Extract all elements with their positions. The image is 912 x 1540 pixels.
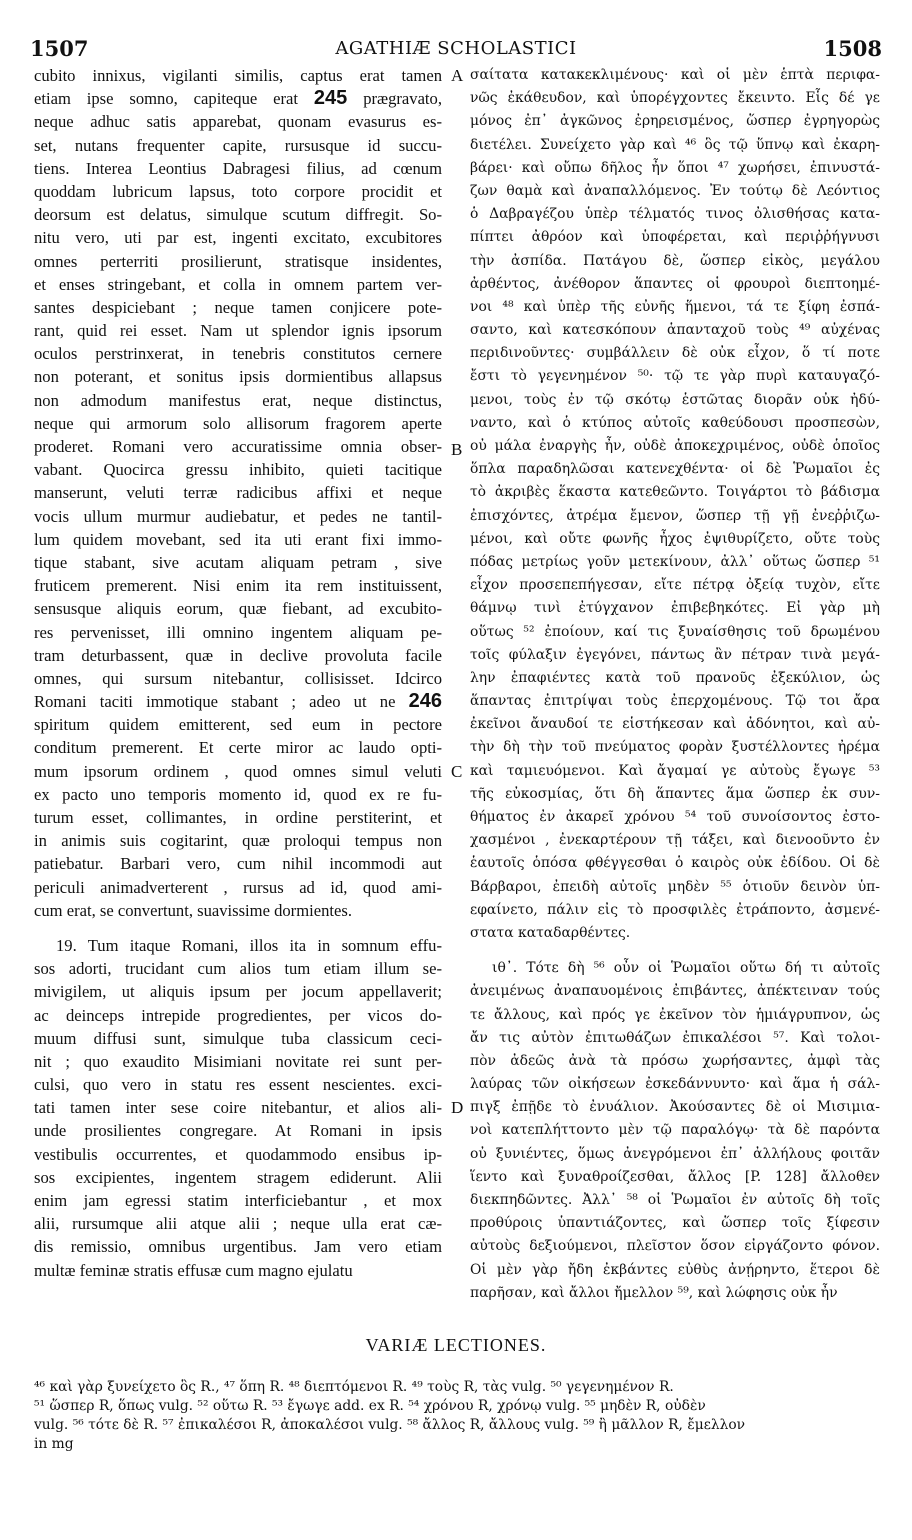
latin-line: sos adorti, trucidant cum alios tum etiam illum se- xyxy=(34,959,442,979)
latin-line xyxy=(34,87,442,110)
greek-line: νῶς ἐκάθευδον, καὶ ὑπορέγχοντες ἔκειντο. Εἷς δέ γε xyxy=(470,90,880,107)
latin-line xyxy=(34,157,442,180)
greek-line: βάρει· καὶ οὔπω δῆλος ἦν ὅποι ⁴⁷ χωρήσει, ἐπινυστά- xyxy=(470,159,880,176)
latin-line xyxy=(34,574,442,597)
latin-text: periculi animadverterent , rursus ad id, quod ami- xyxy=(34,877,442,897)
latin-text: prægravato, xyxy=(347,89,442,109)
greek-line: οὕτως ⁵² ἐποίουν, καί τις ξυναίσθησις τοῦ δρωμένου xyxy=(470,623,880,640)
greek-line: ἔστι τὸ γεγενημένον ⁵⁰· τῷ τε γὰρ πυρὶ καταυγαζό- xyxy=(470,368,880,385)
latin-line xyxy=(34,899,442,922)
greek-line: πὸν ἀδεῶς ἀνὰ τὰ πρόσω χωρήσαντες, ἀμφὶ τὰς xyxy=(470,1052,880,1069)
greek-line: χασμένοι , ἐνεκαρτέρουν τῇ τάξει, καὶ διενοοῦντο ἐν xyxy=(470,832,880,849)
latin-text: vabant. Quocirca gressu inhibito, quieti tacitique xyxy=(34,460,442,480)
latin-line xyxy=(34,226,442,249)
greek-line: διεκπηδῶντες. Ἀλλ᾽ ⁵⁸ οἱ Ῥωμαῖοι ἐν αὐτοῖς δὴ τοῖς xyxy=(470,1192,880,1208)
latin-line xyxy=(34,597,442,620)
greek-line: νοὶ κατεπλήττοντο μὲν τῷ παραλόγῳ· τὰ δὲ παρόντα xyxy=(470,1122,880,1139)
latin-text: patiebatur. Barbari vero, cum nihil incommodi aut xyxy=(34,854,442,874)
latin-line xyxy=(34,667,442,690)
latin-line xyxy=(34,412,442,435)
latin-text: in animis suis cogitarint, quæ proloqui tempus non xyxy=(34,831,442,851)
latin-line xyxy=(34,551,442,574)
greek-line: τε ἄλλους, καὶ πρός γε ἐκεῖνον τὸν ἡμιάγρυπνον, ὡς xyxy=(470,1006,880,1023)
latin-text: etiam ipse somno, capiteque erat xyxy=(34,89,314,109)
greek-line: σαντο, καὶ κατεσκόπουν ἁπανταχοῦ τοὺς ⁴⁹ αὐχένας xyxy=(470,322,880,339)
latin-line xyxy=(34,250,442,273)
latin-line xyxy=(34,435,442,458)
latin-line: 19. Tum itaque Romani, illos ita in somnum effu- xyxy=(56,935,442,955)
latin-text: omnes, qui sursum nitebantur, collisisset. Idcirco xyxy=(34,668,442,688)
greek-line: Βάρβαροι, ἐπειδὴ αὐτοῖς μηδὲν ⁵⁵ ὁτιοῦν δεινὸν ὑπ- xyxy=(470,878,880,895)
latin-text: lum quidem movebant, sed ita uti erant fixi immo- xyxy=(34,529,442,549)
latin-line xyxy=(34,64,442,87)
latin-line xyxy=(34,319,442,342)
greek-line: οὐ ξυνιέντες, ὅμως ἀνεγρόμενοι ἐπ᾽ ἀλλήλους φοιτᾶν xyxy=(470,1145,880,1162)
greek-line: μόνος ἐπ᾽ ἀγκῶνος ἐρηρεισμένος, ὥσπερ ἐγρηγορὼς xyxy=(470,113,880,130)
latin-line: mivigilem, ut aliquis ipsum per jocum appellaverit; xyxy=(34,982,442,1002)
variae-lectiones-title: VARIÆ LECTIONES. xyxy=(365,1335,547,1355)
latin-line: tati tamen inter sese coire nitebantur, et alios ali- xyxy=(34,1098,442,1118)
greek-line: ἀρθέντος, ἀνέθορον ἅπαντες οἱ φρουροὶ διεπτοημέ- xyxy=(470,275,880,292)
latin-line: culsi, quo vero in statu res essent nescientes. exci- xyxy=(34,1075,442,1095)
running-title: AGATHIÆ SCHOLASTICI xyxy=(335,38,577,59)
section-marker-a: A xyxy=(451,66,464,85)
latin-text: set, nutans frequenter capite, rursusque id succu- xyxy=(34,135,442,155)
variae-lectiones-notes xyxy=(34,1378,880,1454)
greek-column xyxy=(470,64,880,1305)
greek-line: πίπτει ἀθρόον καὶ ὑποφέρεται, καὶ περιῤῥήγνυσι xyxy=(470,229,880,246)
latin-line xyxy=(34,644,442,667)
greek-line: θάμνῳ τινὶ ἐτύγχανον ἐπιβεβηκότες. Εἰ γὰρ μὴ xyxy=(470,600,880,617)
latin-text: cum erat, se convertunt, suavissime dormientes. xyxy=(34,900,352,920)
paragraph-gap xyxy=(34,922,442,934)
greek-line: τοῖς φύλαξιν ἐγεγόνει, πάντως ἂν πέτραν τινὰ μεγά- xyxy=(470,646,880,663)
latin-line: vestibulis occurrentes, et quodammodo ensibus ip- xyxy=(34,1144,442,1164)
page-header xyxy=(30,36,882,66)
variant-reading-line: vulg. ⁵⁶ τότε δὲ R. ⁵⁷ ἐπικαλέσοι R, ἀποκαλέσοι vulg. ⁵⁸ ἄλλος R, ἄλλους vulg. ⁵⁹ ἢ μᾶλλον R, ἔμελλον xyxy=(34,1417,746,1433)
greek-line: ἅπαντας ἐπιτρίψαι τοὺς ἐπερχομένους. Τῷ τοι ἄρα xyxy=(470,693,880,710)
latin-line: unde prosilientes congregare. At Romani in ipsis xyxy=(34,1121,442,1141)
greek-line: ἄν τις αὐτὸν ἐπιτωθάζων ἐπικαλέσοι ⁵⁷. Καὶ τολοι- xyxy=(470,1029,880,1046)
greek-line: παρῆσαν, καὶ ἄλλοι ἤμελλον ⁵⁹, καὶ λώφησις οὐκ ἦν xyxy=(470,1284,838,1301)
latin-line xyxy=(34,203,442,226)
latin-line xyxy=(34,806,442,829)
greek-line: Οἱ μὲν γὰρ ἤδη ἐκβάντες εὐθὺς ἀνῄρηντο, ἕτεροι δὲ xyxy=(470,1261,880,1278)
paragraph-gap xyxy=(470,945,880,957)
latin-text: Romani taciti immotique stabant ; adeo ut ne xyxy=(34,692,409,712)
greek-line: ιθ᾽. Τότε δὴ ⁵⁶ οὖν οἱ Ῥωμαῖοι οὕτω δή τι αὐτοῖς xyxy=(492,960,880,977)
latin-text: fruticem premerent. Nisi enim ita rem instituissent, xyxy=(34,576,442,596)
latin-text: ex pacto uno temporis momento id, quod ex re fu- xyxy=(34,784,442,804)
greek-line: ὁ Δαβραγέζου ὑπὲρ τέλματός τινος ὀλισθήσας κατα- xyxy=(470,206,880,223)
latin-line xyxy=(34,736,442,759)
greek-line: σαίτατα κατακεκλιμένους· καὶ οἱ μὲν ἑπτὰ περιφα- xyxy=(470,67,880,83)
greek-line: ἐκεῖνοι ἄναυδοί τε εἱστήκεσαν καὶ ἀδόνητοι, καὶ αὐ- xyxy=(470,716,880,733)
greek-line: εφαίνετο, πάλιν εἰς τὸ προσφιλὲς ἐτράποντο, ἀσμενέ- xyxy=(470,901,880,918)
latin-line: nit ; quo exaudito Misimiani novitate rei sunt per- xyxy=(34,1051,442,1071)
latin-line: multæ feminæ stratis effusæ cum magno ejulatu xyxy=(34,1260,353,1280)
latin-text: neque adhuc satis apparebat, quonam evasurus es- xyxy=(34,112,442,132)
latin-line: ac deinceps intrepide progredientes, per vicos do- xyxy=(34,1005,442,1025)
latin-text: rant, quid rei esset. Nam ut splendor ignis ipsorum xyxy=(34,321,442,341)
latin-text: proderet. Romani vero accuratissime omnia obser- xyxy=(34,437,442,456)
latin-line xyxy=(34,876,442,899)
edition-page-number: 245 xyxy=(313,87,348,110)
latin-line xyxy=(34,296,442,319)
latin-line xyxy=(34,389,442,412)
greek-line: ἵεντο καὶ ξυναθροίζεσθαι, ἄλλος [P. 128] ἄλλοθεν xyxy=(470,1168,880,1185)
greek-line: εἶχον προσεπεπήγεσαν, εἴτε πέτρᾳ ὀξείᾳ τυχὸν, εἴτε xyxy=(470,577,880,594)
latin-text: tiens. Interea Leontius Dabragesi filius, ad cœnum xyxy=(34,158,442,178)
latin-text: manserunt, veluti terræ radicibus affixi et neque xyxy=(34,483,442,503)
greek-line: νοι ⁴⁸ καὶ ὑπὲρ τῆς εὐνῆς ἥμενοι, τά τε ξίφη ἐσπά- xyxy=(470,298,880,315)
greek-line: ζων θαμὰ καὶ ἀναπαλλόμενος. Ἐν τούτῳ δὲ Λεόντιος xyxy=(470,182,880,199)
latin-line xyxy=(34,458,442,481)
latin-text: turum esset, collimantes, in ordine perstiterint, et xyxy=(34,808,442,827)
latin-line xyxy=(34,528,442,551)
greek-line: ἑαυτοῖς ὁπόσα φθέγγεσθαι ὁ καιρὸς οὐκ ἐδίδου. Οἱ δὲ xyxy=(470,855,880,872)
section-marker-c: C xyxy=(451,762,463,781)
latin-text: tique stabant, sive acutam aliquam petram , sive xyxy=(34,552,442,572)
greek-line: λαύρας τῶν οἰκήσεων ἐσκεδάννυντο· καὶ ἅμα ἡ σάλ- xyxy=(470,1076,880,1093)
variant-reading-line: ⁵¹ ὥσπερ R, ὅπως vulg. ⁵² οὕτω R. ⁵³ ἔγωγε add. ex R. ⁵⁴ χρόνου R, χρόνῳ vulg. ⁵⁵ μηδὲν R, οὐδὲν xyxy=(34,1398,706,1414)
latin-line: muum diffusi sunt, simulque tuba classicum ceci- xyxy=(34,1028,442,1048)
greek-line: πιγξ ἐπῇδε τὸ ἐνυάλιον. Ἀκούσαντες δὲ οἱ Μισιμια- xyxy=(470,1099,880,1116)
latin-line: dis remissio, omnibus urgentibus. Jam vero etiam xyxy=(34,1237,442,1257)
greek-line: ναντο, καὶ ὁ κτύπος αὐτοῖς καθεύδουσι προσπεσὼν, xyxy=(470,414,880,431)
latin-text: neque qui armorum solo allisorum fragorem aperte xyxy=(34,413,442,433)
greek-line: τὸ ἀκριβὲς ἕκαστα κατεθεῶντο. Τοιγάρτοι τὸ βάδισμα xyxy=(470,484,880,501)
latin-line xyxy=(34,342,442,365)
variant-reading-line: ⁴⁶ καὶ γὰρ ξυνείχετο ὃς R., ⁴⁷ ὅπη R. ⁴⁸ διεπτόμενοι R. ⁴⁹ τοὺς R, τὰς vulg. ⁵⁰ γεγενημένον R. xyxy=(34,1379,674,1395)
greek-line: αὐτοὺς δεξιούμενοι, πλεῖστον ὅσον εἰργάζοντο φόνον. xyxy=(470,1238,880,1255)
latin-line xyxy=(34,713,442,736)
greek-line: ἀνειμένως ἀναπαυομένοις ἐπιβάντες, ἀπέκτειναν τούς xyxy=(470,983,880,1000)
variant-reading-line: in mg xyxy=(34,1436,74,1452)
greek-line: θήματος ἐν ἀκαρεῖ χρόνου ⁵⁴ τοῦ συνοίσοντος ἐστο- xyxy=(470,809,880,825)
latin-text: non poterant, et sonitus ipsis dormientibus allapsus xyxy=(34,367,442,387)
latin-text: res pervenisset, illi omnino ingentem aliquam pe- xyxy=(34,622,442,642)
latin-line xyxy=(34,852,442,875)
greek-line: μενοι, τοὺς ἐν τῷ σκότῳ ἑστῶτας διορᾶν οὐκ ἠδύ- xyxy=(470,391,880,408)
greek-line: τὴν ἀσπίδα. Πατάγου δὲ, ὥσπερ εἰκὸς, μεγάλου xyxy=(470,252,880,269)
latin-text: conditum premerent. Et certe miror ac laudo opti- xyxy=(34,738,442,758)
latin-text: et enses stringebant, et colla in omnem partem ver- xyxy=(34,274,442,294)
greek-line: πόδας μετρίως γοῦν μετεκίνουν, ἀλλ᾽ οὕτως ὥσπερ ⁵¹ xyxy=(470,553,880,570)
latin-text: quoddam lubricum lapsus, toto corpore procidit et xyxy=(34,181,442,201)
latin-line xyxy=(34,760,442,783)
latin-text: santes despiciebant ; neque tamen conjicere pote- xyxy=(34,297,442,317)
latin-text: nitu vero, uti par est, ingenti excitato, excubitores xyxy=(34,228,442,248)
greek-line: οὐ μάλα ἐναργὴς ἦν, οὐδὲ ἀποκεχριμένος, οὐδὲ ὁποῖος xyxy=(470,438,880,454)
left-page-number: 1507 xyxy=(30,36,89,61)
latin-line xyxy=(34,829,442,852)
latin-text: oculos perstrinxerat, in tenebris constitutos cernere xyxy=(34,344,442,364)
right-page-number: 1508 xyxy=(823,36,882,61)
latin-line xyxy=(34,134,442,157)
greek-line: στατα καταδαρθέντες. xyxy=(470,924,631,941)
latin-text: mum ipsorum ordinem , quod omnes simul veluti xyxy=(34,761,442,781)
latin-line: alii, rursumque alii atque alii ; neque ulla erat cæ- xyxy=(34,1214,442,1234)
greek-line: μένοι, καὶ οὔτε φωνῆς ἦχος ἐψιθυρίζετο, οὔτε τοὺς xyxy=(470,530,880,547)
latin-line xyxy=(34,273,442,296)
latin-line xyxy=(34,505,442,528)
greek-line: περιδινοῦντες· συμβάλλειν δὲ οὐκ εἶχον, ὅ τί ποτε xyxy=(470,345,880,362)
latin-text: tram deturbassent, quæ in declive provoluta facile xyxy=(34,645,442,665)
latin-line xyxy=(34,180,442,203)
latin-line: enim jam egressi statim interficiebantur , et mox xyxy=(34,1191,442,1210)
section-marker-b: B xyxy=(451,440,463,459)
latin-line xyxy=(34,783,442,806)
latin-line xyxy=(34,690,442,713)
greek-line: λην ἐπαφιέντες κατὰ τοῦ πρανοῦς ἐξεκύλιον, ὡς xyxy=(470,669,880,686)
greek-line: τῆς εὐκοσμίας, ὅτι δὴ ἅπαντες ἅμα ὥσπερ ἐκ συν- xyxy=(470,785,880,802)
greek-line: ἐπισχόντες, ἀτρέμα ἔμενον, ὥσπερ τῇ γῇ ἐνεῤῥιζω- xyxy=(470,507,880,524)
greek-line: καὶ ταμιευόμενοι. Καὶ ἄγαμαί γε αὐτοὺς ἔγωγε ⁵³ xyxy=(470,762,880,779)
greek-line: προθύροις ὑπαντιάζοντες, καὶ ὥσπερ τοῖς ξίφεσιν xyxy=(470,1215,880,1232)
latin-line xyxy=(34,481,442,504)
latin-text: deorsum est delatus, simulque scutum diffregit. So- xyxy=(34,205,442,225)
latin-line xyxy=(34,621,442,644)
greek-line: τὴν δὴ τὴν τοῦ πνεύματος φορὰν ξυστέλλοντες ἠρέμα xyxy=(470,739,880,756)
latin-line: sos excipientes, ingentem stragem ediderunt. Alii xyxy=(34,1167,442,1187)
latin-line xyxy=(34,110,442,133)
latin-text: cubito innixus, vigilanti similis, captus erat tamen xyxy=(34,66,442,85)
latin-line xyxy=(34,365,442,388)
greek-line: διετέλει. Συνείχετο γὰρ καὶ ⁴⁶ ὃς τῷ ὕπνῳ καὶ ἐκαρη- xyxy=(470,136,880,153)
edition-page-number: 246 xyxy=(408,690,442,713)
latin-text: vocis ullum murmur audiebatur, et pedes ne tantil- xyxy=(34,506,442,526)
latin-text: omnes perterriti prosilierunt, stratisque insidentes, xyxy=(34,251,442,271)
section-marker-d: D xyxy=(451,1098,464,1117)
latin-text: spiritum quidem emitterent, sed eum in pectore xyxy=(34,715,442,735)
latin-column xyxy=(34,64,442,1282)
latin-text: non admodum manifestus erat, neque distinctus, xyxy=(34,390,442,410)
greek-line: ὅπλα παραδηλῶσαι κατενεχθέντα· οἱ δὲ Ῥωμαῖοι ἐς xyxy=(470,461,880,478)
latin-text: sensusque aliquis eorum, quæ fiebant, ad excubito- xyxy=(34,599,442,619)
